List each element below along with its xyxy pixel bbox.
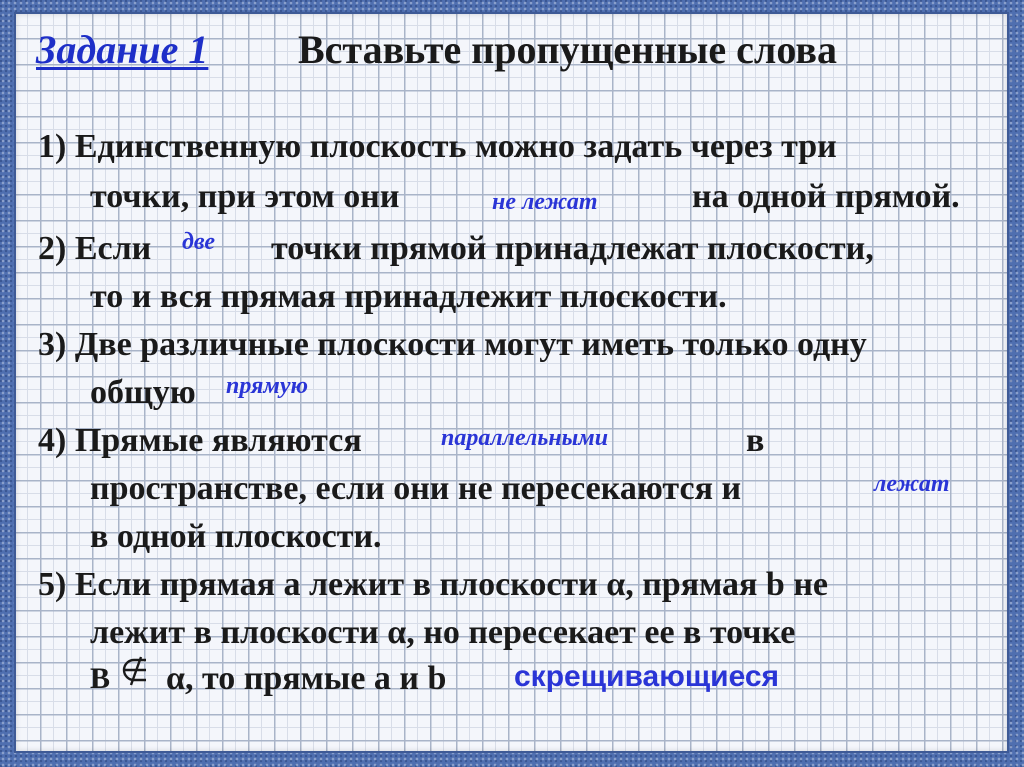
item2-line2: то и вся прямая принадлежит плоскости.	[90, 278, 727, 315]
not-element-of-icon	[120, 654, 152, 690]
item4-answer2: лежат	[874, 471, 950, 497]
item5-point: B	[90, 662, 111, 695]
item1-line2-end: на одной прямой.	[692, 178, 960, 215]
item4-start: 4) Прямые являются	[38, 422, 362, 459]
task-label: Задание 1	[36, 27, 209, 72]
item3-line1: 3) Две различные плоскости могут иметь только одну	[38, 326, 867, 363]
item1-line2-start: точки, при этом они	[90, 178, 400, 215]
item4-end1: в	[746, 422, 765, 459]
item4-line3: в одной плоскости.	[90, 518, 382, 555]
item4-line2: пространстве, если они не пересекаются и	[90, 470, 742, 507]
item5-rest: α, то прямые а и b	[166, 660, 447, 697]
item2-start: 2) Если	[38, 230, 152, 267]
item3-answer: прямую	[226, 373, 309, 399]
task-title: Вставьте пропущенные слова	[298, 27, 837, 72]
item2-rest: точки прямой принадлежат плоскости,	[271, 230, 874, 267]
item1-answer: не лежат	[492, 189, 598, 215]
item3-line2: общую	[90, 374, 196, 411]
item5-answer: скрещивающиеся	[514, 660, 780, 693]
item5-line1: 5) Если прямая а лежит в плоскости α, прямая b не	[38, 566, 829, 603]
item2-answer: две	[182, 229, 215, 255]
item4-answer1: параллельными	[441, 425, 609, 451]
item5-line2: лежит в плоскости α, но пересекает ее в точке	[90, 614, 796, 651]
item1-line1: 1) Единственную плоскость можно задать через три	[38, 128, 837, 165]
worksheet-paper	[16, 14, 1007, 751]
